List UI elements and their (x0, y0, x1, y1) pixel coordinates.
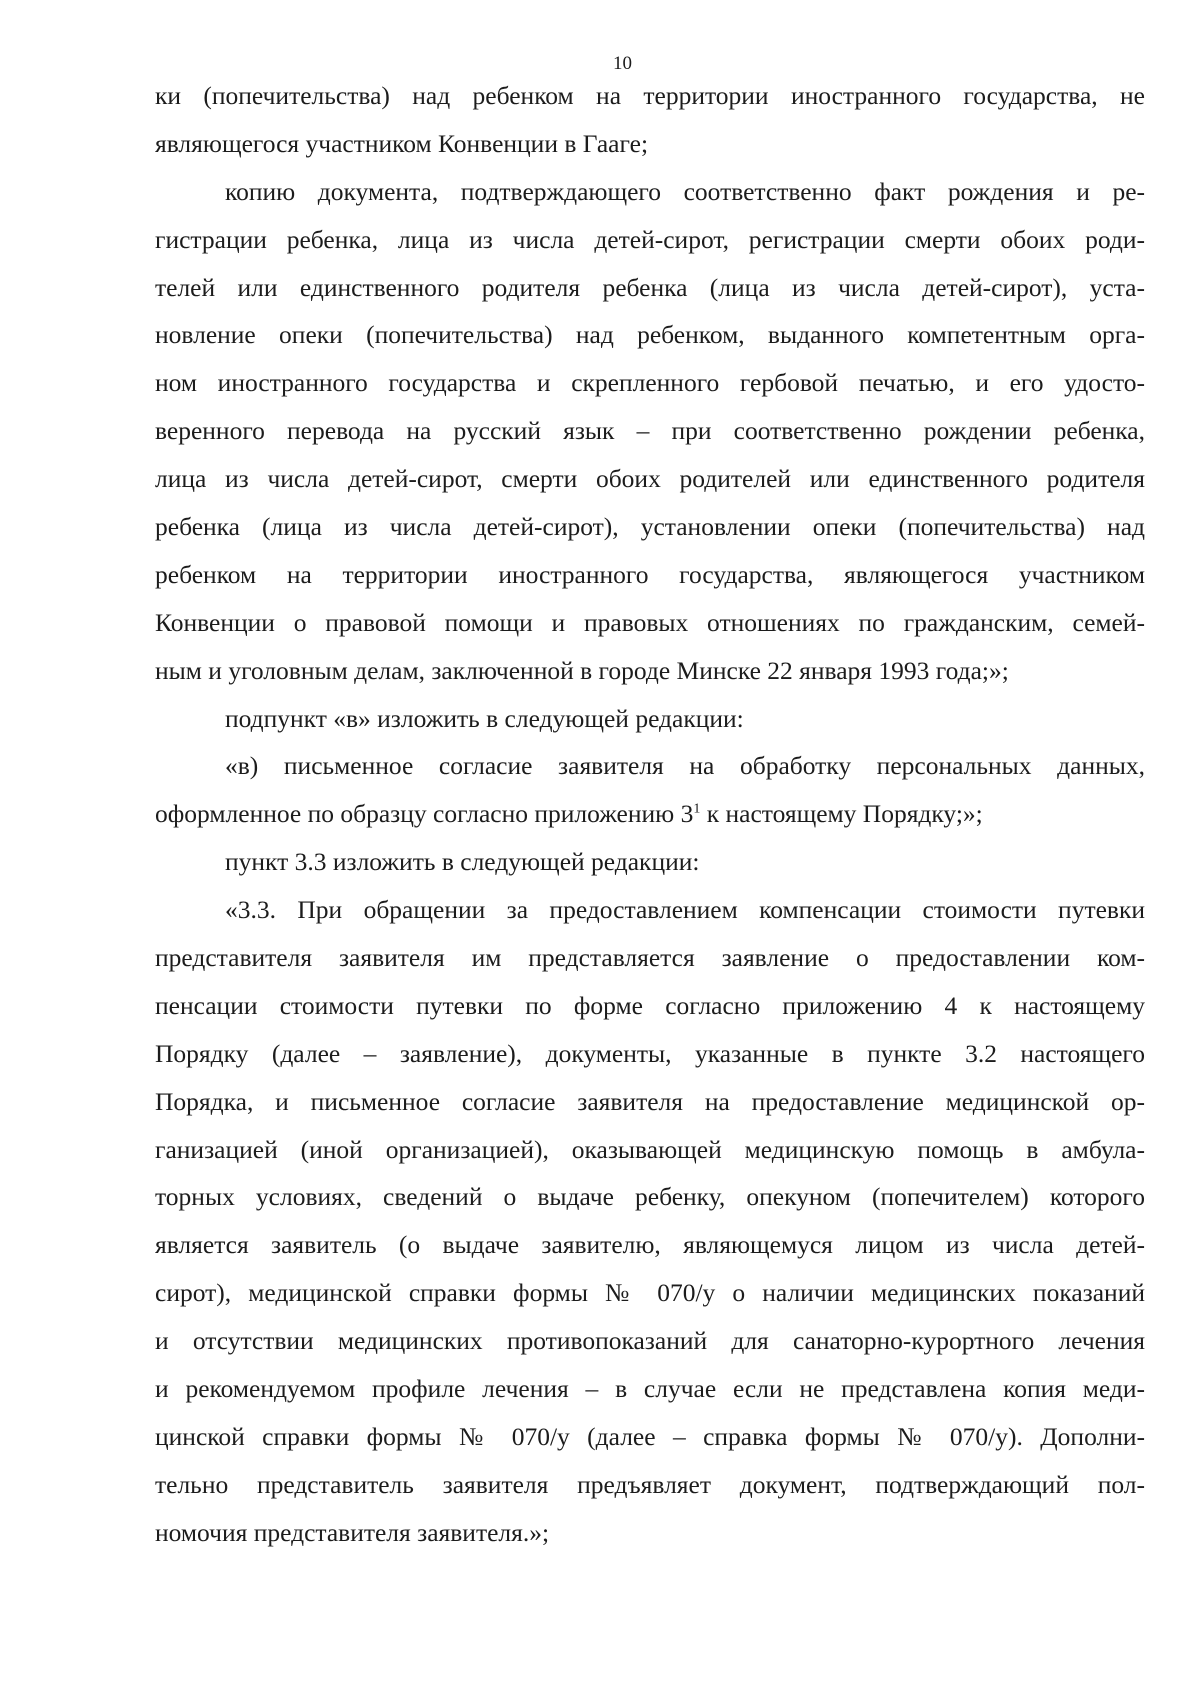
text-line: лица из числа детей-сирот, смерти обоих родителей или единственного родителя (155, 464, 1145, 494)
text-line: Порядку (далее – заявление), документы, указанные в пункте 3.2 настоящего (155, 1038, 1145, 1068)
text-line: и отсутствии медицинских противопоказаний для санаторно-курортного лечения (155, 1326, 1145, 1356)
text-line: торных условиях, сведений о выдаче ребенку, опекуном (попечителем) которого (155, 1182, 1145, 1212)
text-line: ганизацией (иной организацией), оказывающей медицинскую помощь в амбула- (155, 1134, 1145, 1164)
text-line: ребенком на территории иностранного государства, являющегося участником (155, 559, 1145, 589)
text-line: Порядка, и письменное согласие заявителя на предоставление медицинской ор- (155, 1086, 1145, 1116)
text-line: веренного перевода на русский язык – при соответственно рождении ребенка, (155, 416, 1145, 446)
text-line: пенсации стоимости путевки по форме согласно приложению 4 к настоящему (155, 990, 1145, 1020)
text-line: ном иностранного государства и скрепленного гербовой печатью, и его удосто- (155, 368, 1145, 398)
text-line: номочия представителя заявителя.»; (155, 1517, 550, 1547)
page-number: 10 (613, 53, 632, 74)
text-line: ребенка (лица из числа детей-сирот), установлении опеки (попечительства) над (155, 512, 1145, 542)
text-line: пункт 3.3 изложить в следующей редакции: (225, 847, 700, 877)
text-line: тельно представитель заявителя предъявляет документ, подтверждающий пол- (155, 1469, 1145, 1499)
text-line: новление опеки (попечительства) над ребенком, выданного компетентным орга- (155, 320, 1145, 350)
text-line: сирот), медицинской справки формы № 070/у о наличии медицинских показаний (155, 1278, 1145, 1308)
text-line-with-superscript (155, 790, 1145, 838)
text-line: подпункт «в» изложить в следующей редакции: (225, 703, 744, 733)
text-line: «в) письменное согласие заявителя на обработку персональных данных, (225, 751, 1145, 781)
text-fragment: оформленное по образцу согласно приложению 3 (155, 799, 694, 829)
text-fragment: к настоящему Порядку;»; (700, 799, 983, 829)
text-line: является заявитель (о выдаче заявителю, являющемуся лицом из числа детей- (155, 1230, 1145, 1260)
text-line: ки (попечительства) над ребенком на территории иностранного государства, не (155, 81, 1145, 110)
text-line: «3.3. При обращении за предоставлением компенсации стоимости путевки (225, 895, 1145, 925)
text-line: являющегося участником Конвенции в Гааге; (155, 128, 649, 158)
document-body (155, 72, 1145, 1557)
text-line: и рекомендуемом профиле лечения – в случае если не представлена копия меди- (155, 1374, 1145, 1404)
text-line: представителя заявителя им представляется заявление о предоставлении ком- (155, 943, 1145, 973)
text-line: ным и уголовным делам, заключенной в городе Минске 22 января 1993 года;»; (155, 655, 1009, 685)
text-line: цинской справки формы № 070/у (далее – справка формы № 070/у). Дополни- (155, 1421, 1145, 1451)
superscript: 1 (693, 801, 701, 817)
text-line: телей или единственного родителя ребенка (лица из числа детей-сирот), уста- (155, 272, 1145, 302)
text-line: гистрации ребенка, лица из числа детей-сирот, регистрации смерти обоих роди- (155, 224, 1145, 254)
text-line: копию документа, подтверждающего соответственно факт рождения и ре- (225, 176, 1145, 206)
text-line: Конвенции о правовой помощи и правовых отношениях по гражданским, семей- (155, 607, 1145, 637)
